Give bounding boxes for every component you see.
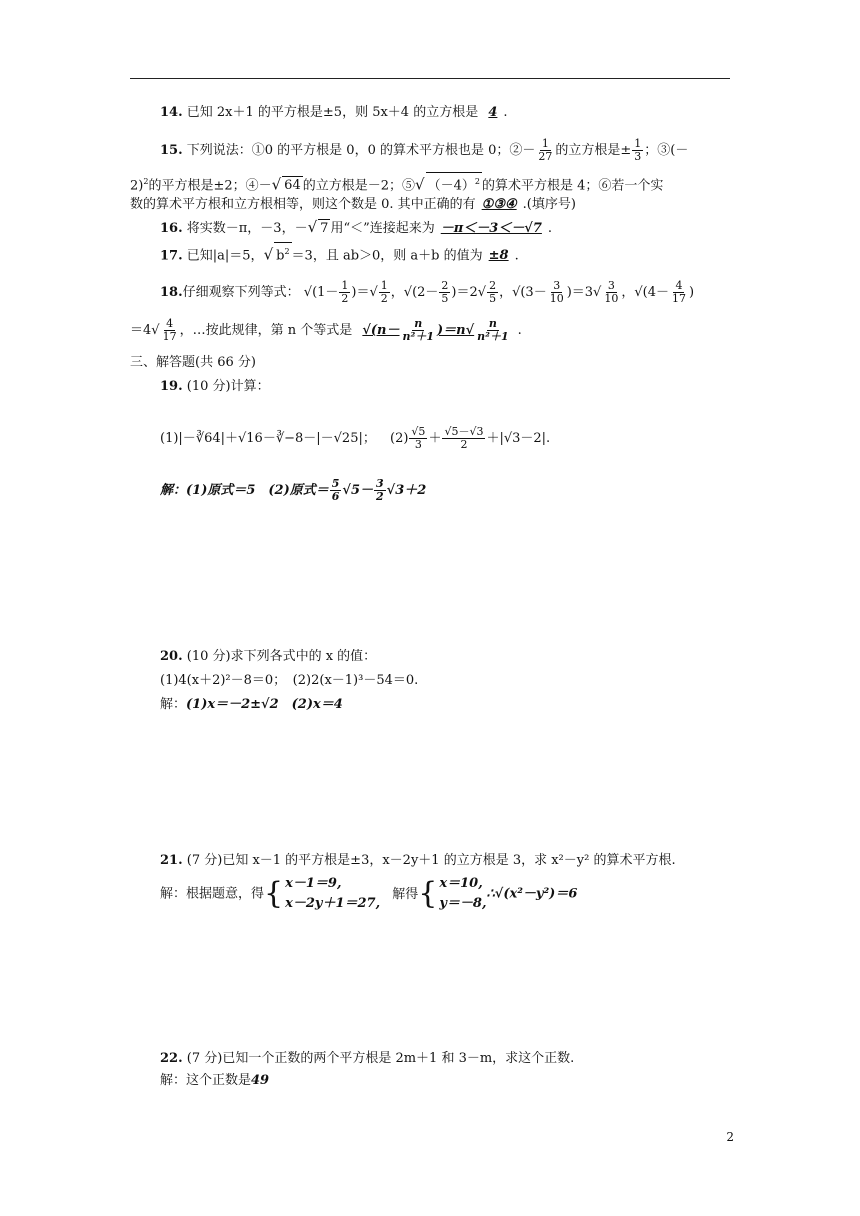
fraction <box>409 426 427 451</box>
numerator: 1 <box>634 137 642 150</box>
question-22-solution <box>160 1072 269 1090</box>
radicand-text: （－4） <box>427 178 475 194</box>
solution-answer: 49 <box>251 1073 270 1088</box>
question-text: (7 分)已知一个正数的两个平方根是 2m＋1 和 3－m，求这个正数. <box>186 1051 575 1066</box>
question-15-line2 <box>130 172 663 195</box>
radicand: 7 <box>320 221 329 236</box>
question-text: ＝3，且 ab＞0，则 a＋b 的值为 <box>291 248 483 264</box>
question-text: ；③(－ <box>644 143 689 158</box>
question-number: 22. <box>160 1051 183 1066</box>
fraction <box>442 426 485 451</box>
radical-icon: √ <box>271 175 282 194</box>
denominator: 6 <box>331 490 340 503</box>
fraction <box>330 478 342 503</box>
solution-label: 解： <box>160 697 187 712</box>
denominator: 3 <box>634 150 642 163</box>
numerator: 3 <box>376 477 384 490</box>
question-number: 16. <box>160 221 183 236</box>
answer-blank: ±8 <box>488 248 509 264</box>
question-text: (10 分)求下列各式中的 x 的值： <box>186 649 377 664</box>
question-text: (10 分)计算： <box>186 379 270 394</box>
radical-icon: √ <box>263 245 274 264</box>
question-text: .(填序号) <box>522 197 576 212</box>
question-text: 数的算术平方根和立方根相等，则这个数是 0. 其中正确的有 <box>130 197 476 212</box>
denominator: 2 <box>460 438 468 451</box>
question-number: 17. <box>160 248 183 264</box>
denominator: 3 <box>414 438 422 451</box>
question-19-parts: (1)|－∛64|＋√16－∛−8－|－√25|； (2) $\frac{√5}{3}$ ＋ $\frac{√5-√3}{2}$ ＋|√3－2|. <box>160 425 551 451</box>
question-15-line1 <box>160 138 688 163</box>
solution-text: √5－ <box>342 483 373 498</box>
radicand-text: b <box>276 248 285 264</box>
question-text: 下列说法：①0 的平方根是 0，0 的算术平方根也是 0；②－ <box>186 143 536 158</box>
question-text: 的平方根是±2；④－ <box>148 178 272 194</box>
radical-icon: √ <box>307 218 318 236</box>
question-19 <box>160 378 270 396</box>
solution-text: 解：根据题意，得 <box>160 886 265 902</box>
solution-text: √3＋2 <box>386 483 427 498</box>
question-number: 18. <box>160 285 183 300</box>
question-text: 的算术平方根是 4；⑥若一个实 <box>481 178 664 194</box>
punct: . <box>503 105 508 120</box>
question-text: 仔细观察下列等式： <box>182 285 300 300</box>
question-number: 21. <box>160 853 183 868</box>
question-text: 已知 2x＋1 的平方根是±5，则 5x＋4 的立方根是 <box>186 105 479 120</box>
question-20-solution <box>160 696 343 714</box>
answer-blank: ①③④ <box>481 197 517 212</box>
punct: . <box>514 248 519 264</box>
question-text: ＝4 <box>130 323 152 338</box>
radical-icon: √ <box>415 175 425 194</box>
question-22 <box>160 1050 574 1068</box>
question-text: 2) <box>130 178 144 194</box>
superscript: 2 <box>143 177 149 186</box>
equation-sequence: √(1－ $\frac{1}{2}$ )＝√ $\frac{1}{2}$ ，√(2－ $\frac{2}{5}$ )＝2√ $\frac{2}{5}$ ，√(3－ $\frac{3}{10}$ )＝3√ $\frac{3}{10}$ ，√(4－ $\frac{4}{17}$ ) <box>303 279 695 305</box>
equation: x＝10, <box>439 876 483 891</box>
denominator: 2 <box>376 490 384 503</box>
fraction <box>632 138 643 163</box>
numerator: √5 <box>411 425 426 438</box>
question-number: 19. <box>160 379 183 394</box>
solution-text: 解：(1)原式＝5 (2)原式＝ <box>160 483 329 498</box>
radicand <box>274 242 291 265</box>
denominator: 27 <box>538 150 553 163</box>
answer-blank: －π＜－3＜－√7 <box>440 221 542 236</box>
part-2-text: ＋|√3－2|. <box>486 431 551 446</box>
question-16 <box>160 218 552 238</box>
question-14 <box>160 104 508 122</box>
equation-system <box>285 874 380 914</box>
equation-system <box>439 874 486 914</box>
header-rule <box>130 78 730 79</box>
section-title: 三、解答题(共 66 分) <box>130 355 256 370</box>
question-15-line3 <box>130 196 576 214</box>
question-20-parts: (1)4(x＋2)²－8＝0； (2)2(x－1)³－54＝0. <box>160 673 419 688</box>
equation: x－1＝9, <box>285 876 342 891</box>
solution-text: (1)x＝－2±√2 (2)x＝4 <box>186 697 343 712</box>
numerator: √5－√3 <box>444 425 484 438</box>
question-text: 用“＜”连接起来为 <box>330 221 435 236</box>
question-text: 的立方根是－2；⑤ <box>302 178 415 194</box>
question-19-solution <box>160 478 426 503</box>
page-number: 2 <box>726 1130 734 1144</box>
solution-result: ∴√(x²－y²)＝6 <box>486 886 578 902</box>
question-number: 15. <box>160 143 183 158</box>
radicand <box>426 172 482 195</box>
part-2-label: (2) <box>390 431 409 446</box>
question-18-line2 <box>130 318 522 343</box>
fraction <box>536 138 554 163</box>
answer-blank: √(n－ $\frac{n}{\text{n²＋1}}$ )＝n√ $\frac{n}{\text{n²＋1}}$ <box>362 317 509 343</box>
question-text: 将实数－π，－3，－ <box>186 221 308 236</box>
question-text: ，…按此规律，第 n 个等式是 <box>179 323 353 338</box>
part-1: (1)|－∛64|＋√16－∛−8－|－√25|； <box>160 431 376 446</box>
question-20 <box>160 648 376 666</box>
fraction <box>374 478 386 503</box>
solution-text: 解得 <box>392 886 419 902</box>
question-text: 的立方根是± <box>555 143 632 158</box>
question-number: 14. <box>160 105 183 120</box>
question-21-solution <box>160 874 577 915</box>
question-18-line1 <box>160 280 694 305</box>
question-number: 20. <box>160 649 183 664</box>
question-17 <box>160 242 519 265</box>
numerator: 5 <box>331 477 340 490</box>
radicand: 64 <box>284 178 301 194</box>
equation-part: √ $\frac{4}{17}$ <box>151 317 177 343</box>
brace-icon: { <box>418 876 438 911</box>
superscript: 2 <box>474 177 480 186</box>
question-21 <box>160 852 676 870</box>
numerator: 1 <box>541 137 549 150</box>
equation: x－2y＋1＝27, <box>285 896 381 911</box>
question-text: (7 分)已知 x－1 的平方根是±3，x－2y＋1 的立方根是 3，求 x²－y² 的算术平方根. <box>186 853 676 868</box>
superscript: 2 <box>284 247 290 256</box>
question-text: 已知|a|＝5， <box>186 248 264 264</box>
brace-icon: { <box>264 876 284 911</box>
answer-blank: 4 <box>488 105 498 120</box>
solution-text: 解：这个正数是 <box>160 1073 252 1088</box>
punct: . <box>547 221 553 236</box>
punct: . <box>517 323 522 338</box>
equation: y＝－8, <box>439 896 487 911</box>
